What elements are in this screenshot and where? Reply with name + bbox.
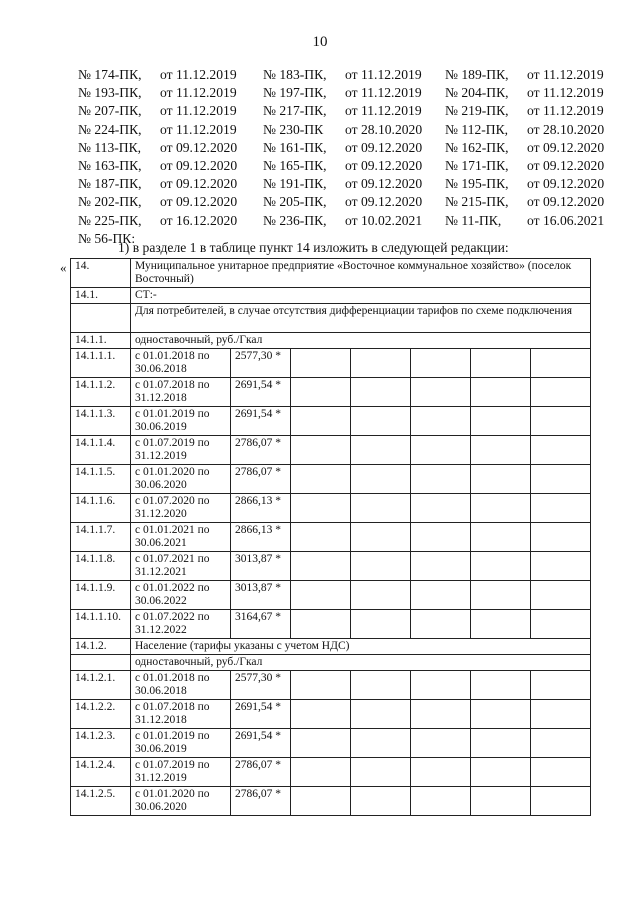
tariff-value: 2577,30 *: [231, 671, 291, 700]
row-text: Для потребителей, в случае отсутствия дифференциации тарифов по схеме подключения: [131, 304, 591, 333]
reference-line: [78, 84, 618, 102]
reference-line: [78, 102, 618, 120]
empty-cell: [291, 378, 351, 407]
resolution-date: от 11.12.2019: [345, 67, 422, 82]
empty-cell: [411, 407, 471, 436]
empty-cell: [471, 610, 531, 639]
reference-line: [78, 139, 618, 157]
row-number: 14.1.2.3.: [71, 729, 131, 758]
resolution-number: № 204-ПК,: [445, 85, 509, 101]
empty-cell: [531, 787, 591, 816]
resolution-date: от 28.10.2020: [527, 121, 605, 137]
empty-cell: [351, 552, 411, 581]
resolution-date: от 09.12.2020: [345, 158, 423, 174]
empty-cell: [291, 729, 351, 758]
resolution-number: № 224-ПК,: [78, 121, 142, 137]
table-row-14-1-1: [71, 333, 591, 349]
row-number: 14.1.2.1.: [71, 671, 131, 700]
table-row: [71, 787, 591, 816]
empty-cell: [411, 378, 471, 407]
reference-entry: [445, 66, 618, 84]
reference-entry: [445, 175, 618, 193]
period-cell: с 01.01.2019 по 30.06.2019: [131, 407, 231, 436]
organization-name: Муниципальное унитарное предприятие «Восточное коммунальное хозяйство» (поселок Восточный): [131, 259, 591, 288]
tariff-value: 2866,13 *: [231, 494, 291, 523]
resolution-date: от 11.12.2019: [527, 67, 604, 82]
reference-entry: [78, 139, 263, 157]
empty-cell: [291, 610, 351, 639]
resolution-number: № 193-ПК,: [78, 85, 142, 101]
table-row: [71, 407, 591, 436]
empty-cell: [411, 671, 471, 700]
row-number: 14.1.1.6.: [71, 494, 131, 523]
resolution-number: № 191-ПК,: [263, 176, 327, 192]
empty-cell: [531, 407, 591, 436]
empty-cell: [351, 671, 411, 700]
resolution-date: от 11.12.2019: [160, 67, 237, 82]
resolution-number: № 225-ПК,: [78, 212, 142, 228]
empty-cell: [471, 552, 531, 581]
empty-cell: [411, 349, 471, 378]
empty-cell: [531, 523, 591, 552]
empty-cell: [351, 787, 411, 816]
empty-cell: [471, 787, 531, 816]
empty-cell: [351, 349, 411, 378]
empty-cell: [411, 787, 471, 816]
resolution-number: № 195-ПК,: [445, 176, 509, 192]
period-cell: с 01.07.2019 по 31.12.2019: [131, 758, 231, 787]
resolution-number: № 171-ПК,: [445, 158, 509, 174]
resolution-number: № 112-ПК,: [445, 121, 509, 137]
empty-cell: [411, 610, 471, 639]
empty-cell: [291, 552, 351, 581]
resolution-date: от 16.06.2021: [527, 212, 605, 228]
resolution-references: [78, 66, 618, 248]
row-number: 14.1.1.5.: [71, 465, 131, 494]
reference-entry: [445, 193, 618, 211]
tariff-value: 2577,30 *: [231, 349, 291, 378]
resolution-date: от 09.12.2020: [160, 176, 238, 192]
period-cell: с 01.01.2018 по 30.06.2018: [131, 671, 231, 700]
row-text: Население (тарифы указаны с учетом НДС): [131, 639, 591, 655]
tariff-value: 3013,87 *: [231, 581, 291, 610]
empty-cell: [471, 349, 531, 378]
table-row: [71, 581, 591, 610]
empty-cell: [351, 465, 411, 494]
period-cell: с 01.01.2018 по 30.06.2018: [131, 349, 231, 378]
resolution-number: № 197-ПК,: [263, 85, 327, 101]
empty-cell: [351, 494, 411, 523]
table-row: [71, 494, 591, 523]
tariff-value: 2786,07 *: [231, 436, 291, 465]
resolution-number: № 202-ПК,: [78, 194, 142, 210]
empty-cell: [411, 581, 471, 610]
resolution-date: от 11.12.2019: [160, 103, 237, 119]
tariff-value: 2866,13 *: [231, 523, 291, 552]
resolution-number: № 219-ПК,: [445, 103, 509, 119]
empty-cell: [411, 436, 471, 465]
resolution-number: № 183-ПК,: [263, 67, 327, 82]
reference-entry: [78, 102, 263, 120]
empty-cell: [291, 407, 351, 436]
reference-line: [78, 212, 618, 230]
reference-entry: [263, 212, 445, 230]
period-cell: с 01.07.2018 по 31.12.2018: [131, 700, 231, 729]
empty-cell: [291, 349, 351, 378]
empty-cell: [531, 349, 591, 378]
period-cell: с 01.07.2019 по 31.12.2019: [131, 436, 231, 465]
row-number: 14.1.1.9.: [71, 581, 131, 610]
empty-cell: [531, 436, 591, 465]
reference-entry: [445, 139, 618, 157]
resolution-number: № 113-ПК,: [78, 139, 142, 155]
resolution-number: № 215-ПК,: [445, 194, 509, 210]
empty-cell: [471, 494, 531, 523]
empty-cell: [351, 758, 411, 787]
empty-cell: [531, 494, 591, 523]
empty-cell: [471, 671, 531, 700]
reference-entry: [445, 157, 618, 175]
empty-cell: [351, 610, 411, 639]
period-cell: с 01.01.2019 по 30.06.2019: [131, 729, 231, 758]
row-number: 14.1.1.7.: [71, 523, 131, 552]
table-row-14: [71, 259, 591, 288]
reference-entry: [263, 102, 445, 120]
empty-cell: [531, 552, 591, 581]
reference-entry: [78, 193, 263, 211]
empty-cell: [411, 758, 471, 787]
empty-cell: [471, 581, 531, 610]
row-number: [71, 655, 131, 671]
empty-cell: [531, 729, 591, 758]
reference-entry: [263, 84, 445, 102]
resolution-number: № 174-ПК,: [78, 67, 142, 82]
empty-cell: [411, 494, 471, 523]
row-number: [71, 304, 131, 333]
empty-cell: [471, 378, 531, 407]
row-number: 14.1.2.2.: [71, 700, 131, 729]
empty-cell: [351, 729, 411, 758]
page-number: 10: [312, 34, 328, 50]
resolution-date: от 09.12.2020: [345, 176, 423, 192]
tariff-value: 2691,54 *: [231, 407, 291, 436]
resolution-number: № 207-ПК,: [78, 103, 142, 119]
reference-line: [78, 121, 618, 139]
amendment-item-heading: 1) в разделе 1 в таблице пункт 14 изложить в следующей редакции:: [118, 240, 509, 255]
row-number: 14.1.1.2.: [71, 378, 131, 407]
reference-line: [78, 157, 618, 175]
resolution-date: от 11.12.2019: [160, 121, 237, 137]
tariff-value: 2691,54 *: [231, 378, 291, 407]
row-number: 14.1.1.8.: [71, 552, 131, 581]
resolution-number: № 187-ПК,: [78, 176, 142, 192]
row-number: 14.1.: [71, 288, 131, 304]
tariff-value: 2786,07 *: [231, 758, 291, 787]
resolution-number: № 205-ПК,: [263, 194, 327, 210]
reference-last-line: № 56-ПК:: [78, 230, 136, 246]
row-text: СТ:-: [131, 288, 591, 304]
row-number: 14.1.2.4.: [71, 758, 131, 787]
period-cell: с 01.01.2020 по 30.06.2020: [131, 787, 231, 816]
resolution-date: от 09.12.2020: [527, 194, 605, 210]
table-row: [71, 758, 591, 787]
empty-cell: [471, 465, 531, 494]
table-row: [71, 610, 591, 639]
empty-cell: [411, 700, 471, 729]
table-row-14-1: [71, 288, 591, 304]
resolution-date: от 09.12.2020: [345, 139, 423, 155]
reference-entry: [263, 139, 445, 157]
empty-cell: [471, 700, 531, 729]
empty-cell: [471, 407, 531, 436]
resolution-number: № 189-ПК,: [445, 67, 509, 82]
table-row: [71, 378, 591, 407]
reference-entry: [263, 175, 445, 193]
table-row: [71, 671, 591, 700]
reference-entry: [78, 121, 263, 139]
row-number: 14.1.2.: [71, 639, 131, 655]
resolution-number: № 217-ПК,: [263, 103, 327, 119]
resolution-number: № 162-ПК,: [445, 139, 509, 155]
empty-cell: [411, 729, 471, 758]
reference-line: [78, 175, 618, 193]
reference-entry: [78, 175, 263, 193]
tariff-value: 3013,87 *: [231, 552, 291, 581]
resolution-date: от 09.12.2020: [527, 139, 605, 155]
table-row: [71, 465, 591, 494]
reference-entry: [78, 66, 263, 84]
empty-cell: [351, 436, 411, 465]
table-row-consumers: [71, 304, 591, 333]
reference-entry: [263, 193, 445, 211]
period-cell: с 01.07.2022 по 31.12.2022: [131, 610, 231, 639]
reference-entry: [263, 66, 445, 84]
empty-cell: [531, 758, 591, 787]
tariff-value: 2691,54 *: [231, 729, 291, 758]
tariff-table: [70, 258, 591, 816]
empty-cell: [351, 378, 411, 407]
resolution-date: от 09.12.2020: [160, 139, 238, 155]
table-row: [71, 700, 591, 729]
empty-cell: [531, 581, 591, 610]
empty-cell: [351, 407, 411, 436]
empty-cell: [471, 758, 531, 787]
tariff-value: 2691,54 *: [231, 700, 291, 729]
reference-line: [78, 66, 618, 84]
tariff-value: 3164,67 *: [231, 610, 291, 639]
empty-cell: [531, 700, 591, 729]
resolution-date: от 09.12.2020: [527, 158, 605, 174]
period-cell: с 01.07.2020 по 31.12.2020: [131, 494, 231, 523]
resolution-date: от 11.12.2019: [345, 85, 422, 101]
resolution-date: от 09.12.2020: [527, 176, 605, 192]
empty-cell: [411, 552, 471, 581]
table-row: [71, 436, 591, 465]
resolution-date: от 10.02.2021: [345, 212, 423, 228]
table-row-14-1-2: [71, 639, 591, 655]
reference-entry: [78, 157, 263, 175]
period-cell: с 01.07.2018 по 31.12.2018: [131, 378, 231, 407]
resolution-date: от 09.12.2020: [160, 158, 238, 174]
resolution-date: от 09.12.2020: [160, 194, 238, 210]
resolution-date: от 16.12.2020: [160, 212, 238, 228]
empty-cell: [471, 523, 531, 552]
reference-entry: [263, 157, 445, 175]
empty-cell: [291, 465, 351, 494]
empty-cell: [291, 787, 351, 816]
reference-line: [78, 193, 618, 211]
row-number: 14.1.1.4.: [71, 436, 131, 465]
tariff-value: 2786,07 *: [231, 787, 291, 816]
empty-cell: [351, 700, 411, 729]
resolution-number: № 163-ПК,: [78, 158, 142, 174]
empty-cell: [531, 671, 591, 700]
reference-entry: [445, 102, 618, 120]
row-number: 14.1.1.: [71, 333, 131, 349]
period-cell: с 01.01.2022 по 30.06.2022: [131, 581, 231, 610]
resolution-date: от 28.10.2020: [345, 121, 423, 137]
empty-cell: [351, 581, 411, 610]
table-row: [71, 349, 591, 378]
empty-cell: [291, 758, 351, 787]
row-text: одноставочный, руб./Гкал: [131, 655, 591, 671]
empty-cell: [291, 494, 351, 523]
empty-cell: [351, 523, 411, 552]
reference-entry: [78, 84, 263, 102]
period-cell: с 01.01.2021 по 30.06.2021: [131, 523, 231, 552]
empty-cell: [411, 465, 471, 494]
empty-cell: [531, 465, 591, 494]
row-number: 14.1.2.5.: [71, 787, 131, 816]
resolution-date: от 09.12.2020: [345, 194, 423, 210]
row-number: 14.1.1.1.: [71, 349, 131, 378]
resolution-number: № 230-ПК: [263, 121, 324, 137]
resolution-number: № 11-ПК,: [445, 212, 502, 228]
period-cell: с 01.01.2020 по 30.06.2020: [131, 465, 231, 494]
table-row: [71, 523, 591, 552]
empty-cell: [291, 671, 351, 700]
opening-quote-mark: «: [60, 260, 67, 275]
table-row-single-rate: [71, 655, 591, 671]
resolution-date: от 11.12.2019: [527, 103, 604, 119]
empty-cell: [411, 523, 471, 552]
tariff-value: 2786,07 *: [231, 465, 291, 494]
reference-entry: [445, 121, 618, 139]
reference-entry: [263, 121, 445, 139]
empty-cell: [291, 581, 351, 610]
resolution-number: № 161-ПК,: [263, 139, 327, 155]
reference-entry: [78, 212, 263, 230]
resolution-date: от 11.12.2019: [345, 103, 422, 119]
resolution-number: № 165-ПК,: [263, 158, 327, 174]
empty-cell: [291, 436, 351, 465]
empty-cell: [531, 378, 591, 407]
empty-cell: [291, 523, 351, 552]
empty-cell: [531, 610, 591, 639]
row-number: 14.1.1.3.: [71, 407, 131, 436]
empty-cell: [471, 436, 531, 465]
table-row: [71, 552, 591, 581]
reference-entry: [445, 84, 618, 102]
row-number: 14.1.1.10.: [71, 610, 131, 639]
resolution-date: от 11.12.2019: [160, 85, 237, 101]
empty-cell: [471, 729, 531, 758]
resolution-number: № 236-ПК,: [263, 212, 327, 228]
reference-entry: [445, 212, 618, 230]
row-number: 14.: [71, 259, 131, 288]
table-row: [71, 729, 591, 758]
resolution-date: от 11.12.2019: [527, 85, 604, 101]
row-text: одноставочный, руб./Гкал: [131, 333, 591, 349]
period-cell: с 01.07.2021 по 31.12.2021: [131, 552, 231, 581]
empty-cell: [291, 700, 351, 729]
